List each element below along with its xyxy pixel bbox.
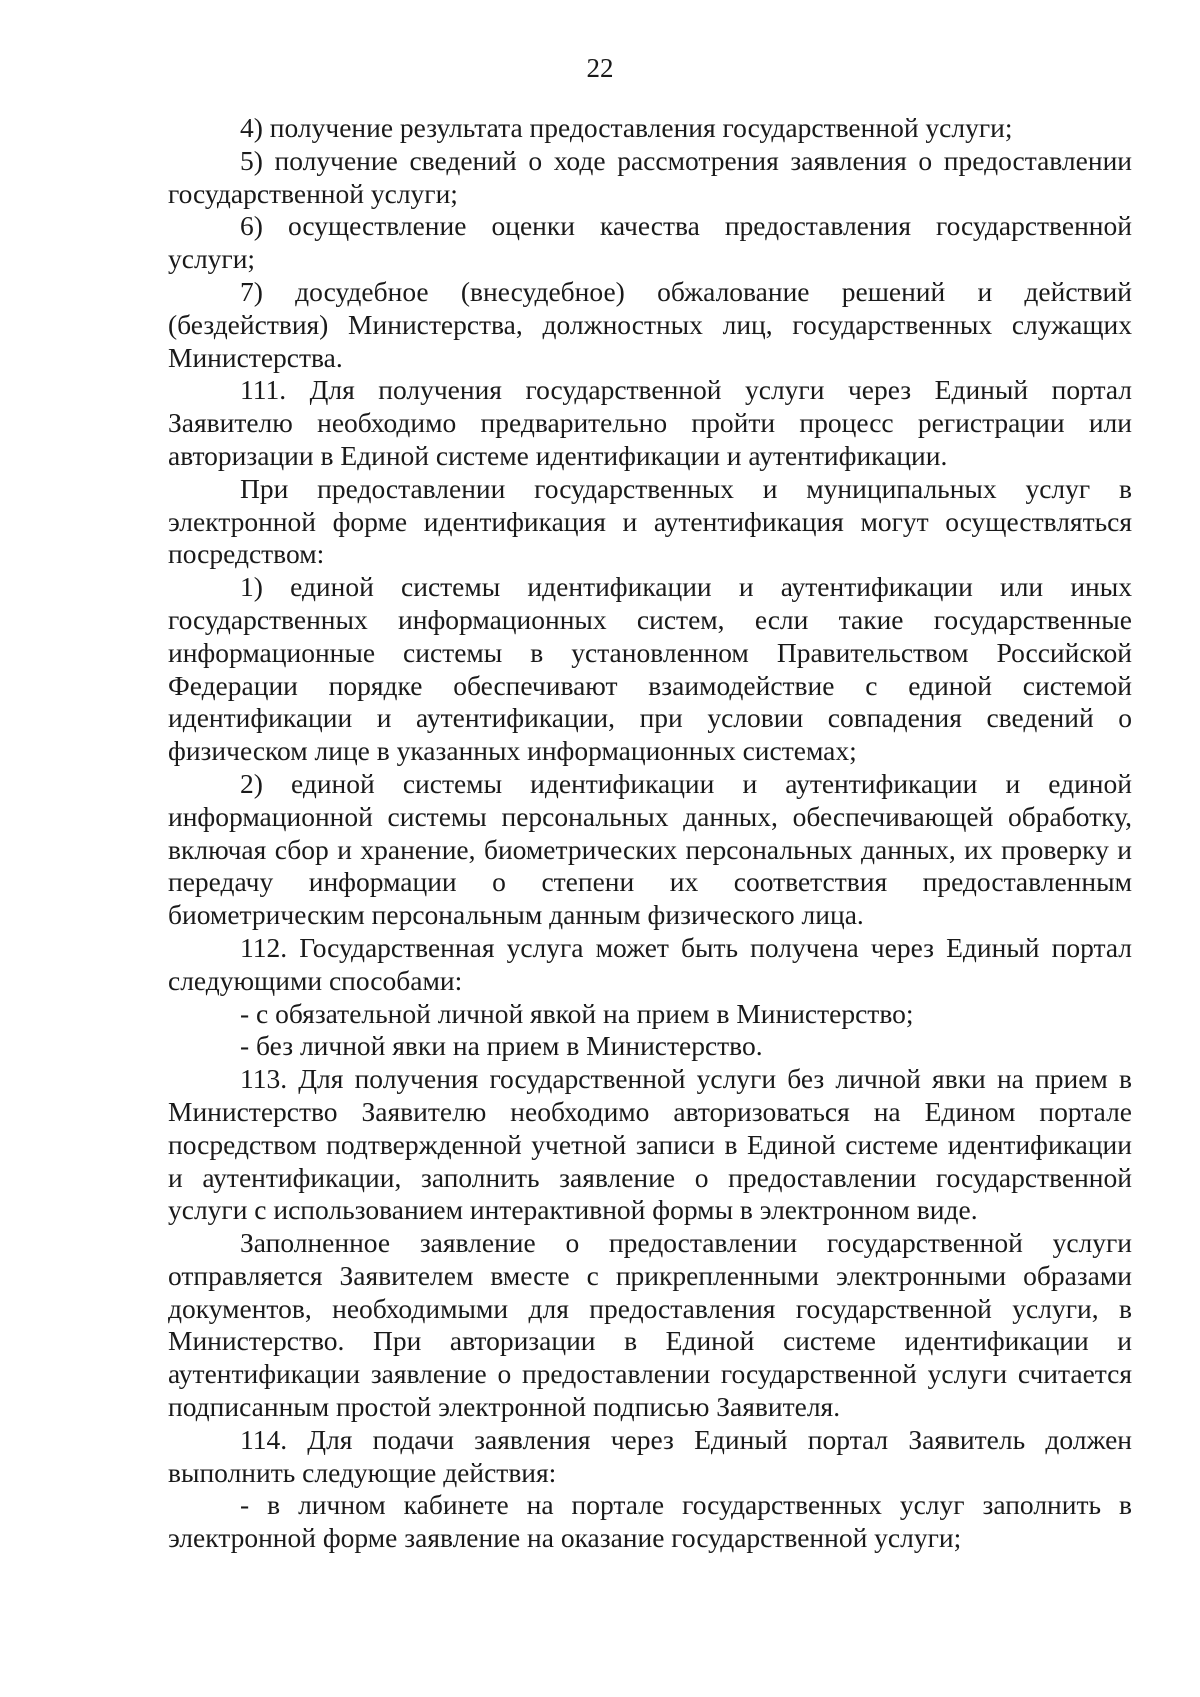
paragraph-clause-112: 112. Государственная услуга может быть получена через Единый портал следующими способами:	[168, 931, 1132, 996]
paragraph-identification-intro: При предоставлении государственных и муниципальных услуг в электронной форме идентификация и аутентификация могут осуществляться посредством:	[168, 472, 1132, 570]
paragraph-item-6: 6) осуществление оценки качества предоставления государственной услуги;	[168, 210, 1132, 275]
paragraph-clause-114: 114. Для подачи заявления через Единый портал Заявитель должен выполнить следующие действия:	[168, 1423, 1132, 1488]
paragraph-method-without-visit: - без личной явки на прием в Министерство.	[240, 1030, 763, 1062]
paragraph-identification-2: 2) единой системы идентификации и аутентификации и единой информационной системы персональных данных, обеспечивающей обработку, включая сбор и хранение, биометрических персональных данных, их проверку и передачу информации о степени их соответствия предоставленным биометрическим персональным данным физического лица.	[168, 767, 1132, 931]
paragraph-application-sent: Заполненное заявление о предоставлении государственной услуги отправляется Заявителем вместе с прикрепленными электронными образами документов, необходимыми для предоставления государственной услуги, в Министерство. При авторизации в Единой системе идентификации и аутентификации заявление о предоставлении государственной услуги считается подписанным простой электронной подписью Заявителя.	[168, 1227, 1132, 1423]
paragraph-clause-111: 111. Для получения государственной услуги через Единый портал Заявителю необходимо предварительно пройти процесс регистрации или авторизации в Единой системе идентификации и аутентификации.	[168, 374, 1132, 471]
paragraph-clause-113: 113. Для получения государственной услуги без личной явки на прием в Министерство Заявителю необходимо авторизоваться на Едином портале посредством подтвержденной учетной записи в Единой системе идентификации и аутентификации, заполнить заявление о предоставлении государственной услуги с использованием интерактивной формы в электронном виде.	[168, 1063, 1132, 1226]
paragraph-item-5: 5) получение сведений о ходе рассмотрения заявления о предоставлении государственной услуги;	[168, 144, 1132, 209]
paragraph-step-fill-form: - в личном кабинете на портале государственных услуг заполнить в электронной форме заявление на оказание государственной услуги;	[168, 1489, 1132, 1554]
paragraph-item-7: 7) досудебное (внесудебное) обжалование решений и действий (бездействия) Министерства, должностных лиц, государственных служащих Министерства.	[168, 275, 1132, 373]
paragraph-item-4: 4) получение результата предоставления государственной услуги;	[240, 112, 1013, 143]
page-number: 22	[586, 53, 614, 83]
paragraph-identification-1: 1) единой системы идентификации и аутентификации или иных государственных информационных систем, если такие государственные информационные системы в установленном Правительством Российской Федерации порядке обеспечивают взаимодействие с единой системой идентификации и аутентификации, при условии совпадения сведений о физическом лице в указанных информационных системах;	[168, 571, 1132, 767]
paragraph-method-with-visit: - с обязательной личной явкой на прием в Министерство;	[240, 997, 914, 1029]
document-body	[168, 112, 1132, 1555]
